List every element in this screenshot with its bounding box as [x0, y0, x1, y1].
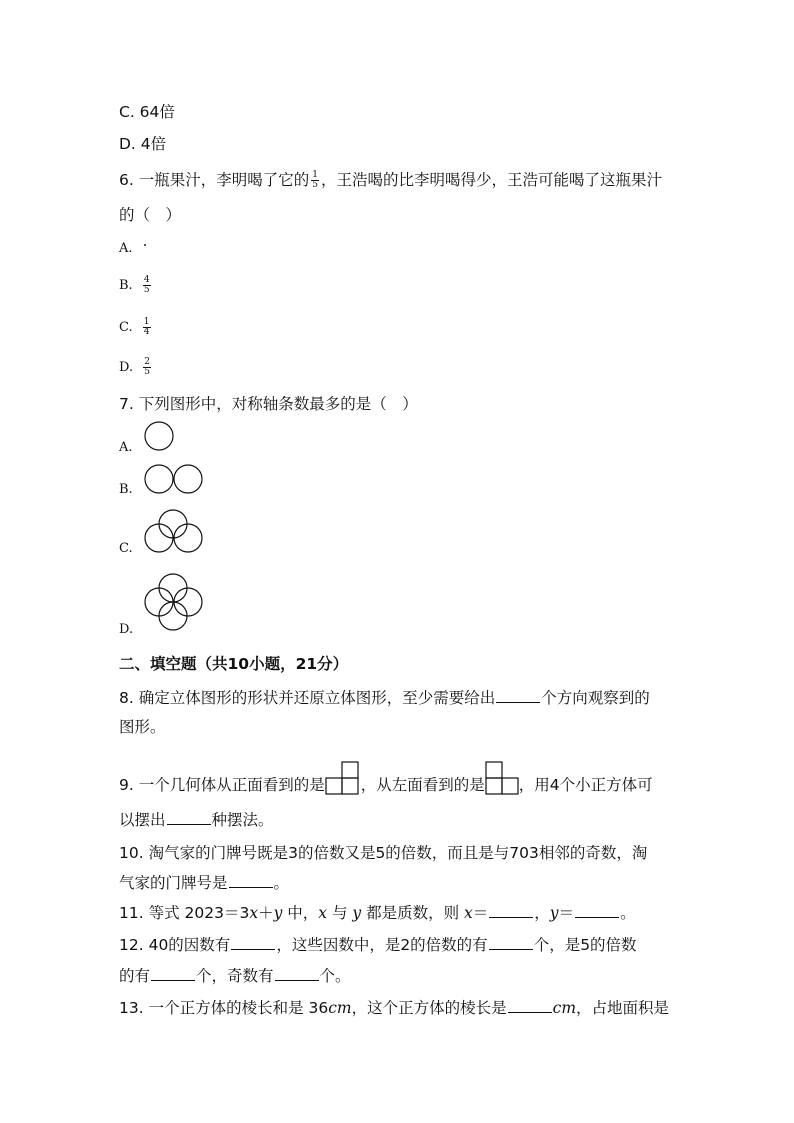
option-label: B. [119, 278, 133, 293]
answer-blank[interactable] [508, 998, 552, 1013]
q6-option-a-mark [144, 244, 146, 246]
q7-stem: 7. 下列图形中，对称轴条数最多的是（ ） [119, 395, 418, 413]
q13-stem: 13. 一个正方体的棱长和是 36cm，这个正方体的棱长是 cm，占地面积是 [119, 999, 670, 1017]
q11-stem: 11. 等式 2023＝3x＋y 中，x 与 y 都是质数，则 x＝ ，y＝ 。 [119, 904, 636, 922]
circle-left [145, 588, 173, 616]
q6-fraction: $\frac{1}{5}$ [312, 170, 318, 190]
answer-blank[interactable] [489, 935, 533, 950]
q7-option-c[interactable]: C. [119, 541, 133, 556]
q8-stem: 8. 确定立体图形的形状并还原立体图形，至少需要给出 个方向观察到的 [119, 689, 650, 707]
q7-figure-a [144, 421, 176, 453]
q8-stem-line2: 图形。 [119, 718, 166, 736]
q6-stem [119, 170, 662, 190]
q6-option-d[interactable] [119, 358, 153, 377]
q5-option-c: C. 64倍 [119, 103, 175, 121]
circle [145, 422, 173, 450]
q6-stem-line2: 的（ ） [119, 206, 182, 224]
option-fraction: $\frac{1}{4}$ [143, 317, 150, 337]
option-fraction: $\frac{4}{5}$ [143, 275, 150, 295]
q7-figure-d [144, 572, 206, 634]
circle-top [159, 510, 187, 538]
answer-blank[interactable] [151, 966, 195, 981]
circle-left [145, 465, 173, 493]
circle-bottom [159, 602, 187, 630]
q9-stem: 9. 一个几何体从正面看到的是 ，从左面看到的是 ，用4个小正方体可 [119, 775, 653, 795]
circle-right [174, 465, 202, 493]
answer-blank[interactable] [229, 873, 273, 888]
q12-stem-line2: 的有 个，奇数有 个。 [119, 967, 351, 985]
q7-option-d[interactable]: D. [119, 622, 134, 637]
q6-option-a[interactable]: A. [119, 241, 133, 256]
q6-option-b[interactable] [119, 276, 153, 295]
circle-bottom-right [174, 524, 202, 552]
q10-stem-line2: 气家的门牌号是 。 [119, 874, 290, 892]
answer-blank[interactable] [167, 810, 211, 825]
q7-figure-b [144, 464, 206, 496]
answer-blank-y[interactable] [575, 903, 619, 918]
circle-bottom-left [145, 524, 173, 552]
left-view-figure [485, 775, 519, 795]
answer-blank[interactable] [275, 966, 319, 981]
answer-blank[interactable] [231, 935, 275, 950]
front-view-figure [325, 775, 361, 795]
option-label: D. [119, 360, 134, 375]
q5-option-d: D. 4倍 [119, 135, 167, 153]
option-fraction: $\frac{2}{5}$ [144, 357, 150, 377]
answer-blank[interactable] [496, 688, 540, 703]
q9-stem-line2: 以摆出 种摆法。 [119, 811, 274, 829]
circle-right [174, 588, 202, 616]
q6-text-a: 6. 一瓶果汁，李明喝了它的 [119, 171, 310, 189]
q12-stem: 12. 40的因数有 ，这些因数中，是2的倍数的有 个，是5的倍数 [119, 936, 637, 954]
answer-blank-x[interactable] [489, 903, 533, 918]
q7-figure-c [144, 508, 206, 556]
q6-option-c[interactable] [119, 318, 153, 337]
q7-option-b[interactable]: B. [119, 482, 133, 497]
circle-top [159, 574, 187, 602]
q6-text-b: ，王浩喝的比李明喝得少，王浩可能喝了这瓶果汁 [320, 171, 662, 189]
q7-option-a[interactable]: A. [119, 440, 133, 455]
option-label: C. [119, 320, 133, 335]
q10-stem: 10. 淘气家的门牌号既是3的倍数又是5的倍数，而且是与703相邻的奇数，淘 [119, 844, 648, 862]
section-heading: 二、填空题（共10小题，21分） [119, 655, 349, 673]
